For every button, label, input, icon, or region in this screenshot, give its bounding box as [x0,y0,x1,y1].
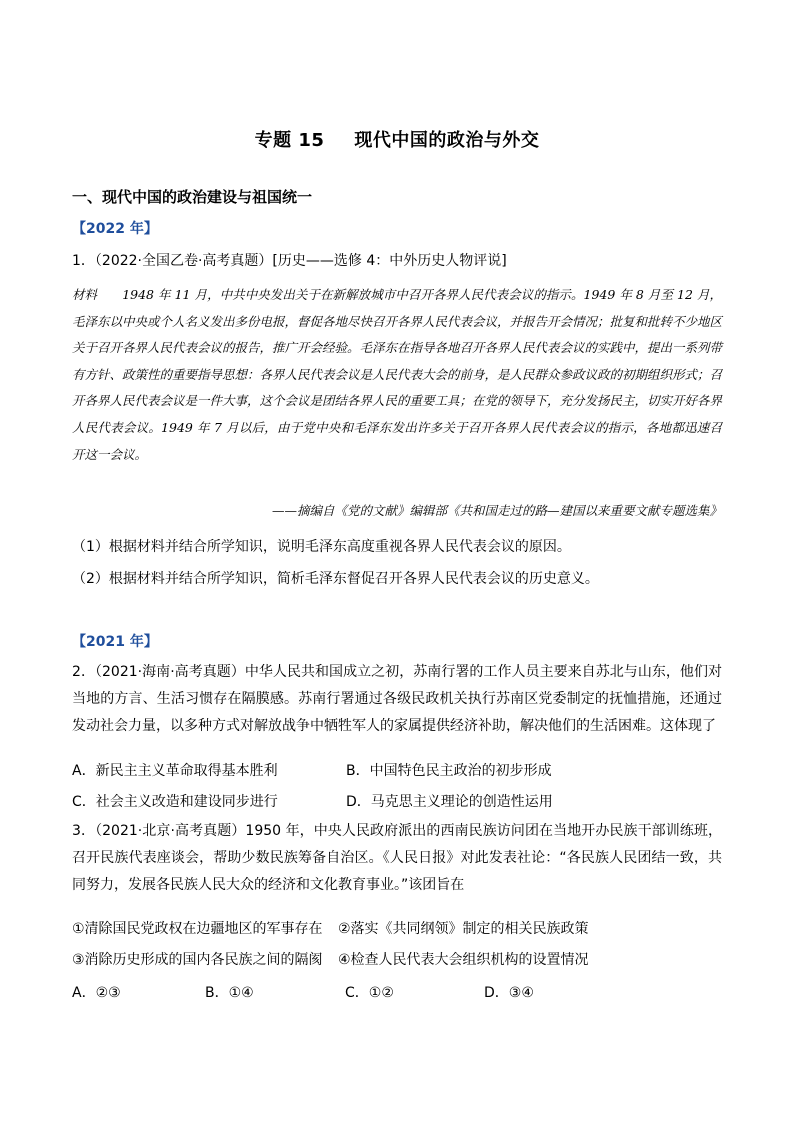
question-3-option-a: A．②③ [72,985,121,1001]
question-3-option-c: C．①② [345,985,394,1001]
year-tag-2021: 【2021 年】 [72,634,158,650]
question-2-stem: 2．（2021·海南·高考真题）中华人民共和国成立之初，苏南行署的工作人员主要来自苏北与山东，他们对当地的方言、生活习惯存在隔膜感。苏南行署通过各级民政机关执行苏南区党委制定的抚恤措施，还通过发动社会力量，以多种方式对解放战争中牺牲军人的家属提供经济补助，解决他们的生活困难。这体现了 [72,664,722,734]
title-prefix: 专题 15 [254,130,325,151]
question-2-option-b: B．中国特色民主政治的初步形成 [346,763,552,779]
question-3-item-4: ④检查人民代表大会组织机构的设置情况 [338,952,589,968]
question-3-option-b: B．①④ [205,985,254,1001]
year-tag-2022: 【2022 年】 [72,221,158,237]
question-3-item-1: ①清除国民党政权在边疆地区的军事存在 [72,921,323,937]
question-3-item-2: ②落实《共同纲领》制定的相关民族政策 [338,921,589,937]
question-2-option-a: A．新民主主义革命取得基本胜利 [72,763,278,779]
question-1-sub-2: （2）根据材料并结合所学知识，简析毛泽东督促召开各界人民代表会议的历史意义。 [72,571,599,587]
question-1-source: ——摘编自《党的文献》编辑部《共和国走过的路—建国以来重要文献专题选集》 [271,503,722,518]
question-2-option-c: C．社会主义改造和建设同步进行 [72,794,278,810]
question-1-header: 1．（2022·全国乙卷·高考真题）[历史——选修 4：中外历史人物评说] [72,253,507,269]
title-main: 现代中国的政治与外交 [354,130,540,151]
question-1-sub-1: （1）根据材料并结合所学知识，说明毛泽东高度重视各界人民代表会议的原因。 [72,539,571,555]
question-3-item-3: ③消除历史形成的国内各民族之间的隔阂 [72,952,323,968]
section-heading: 一、现代中国的政治建设与祖国统一 [72,188,313,206]
question-3-option-d: D．③④ [484,985,534,1001]
question-3-stem: 3．（2021·北京·高考真题）1950 年，中央人民政府派出的西南民族访问团在当地开办民族干部训练班，召开民族代表座谈会，帮助少数民族筹备自治区。《人民日报》对此发表社论：“各民族人民团结一致，共同努力，发展各民族人民大众的经济和文化教育事业。”该团旨在 [72,823,722,893]
question-1-material: 材料 1948 年 11 月，中共中央发出关于在新解放城市中召开各界人民代表会议的指示。1949 年 8 月至 12 月，毛泽东以中央或个人名义发出多份电报，督促各地尽快召开各界人民代表会议，并报告开会情况；批复和批转不少地区关于召开各界人民代表会议的报告，推广开会经验。毛泽东在指导各地召开各界人民代表会议的实践中，提出一系列带有方针、政策性的重要指导思想：各界人民代表会议是人民代表大会的前身，是人民群众参政议政的初期组织形式；召开各界人民代表会议是一件大事，这个会议是团结各界人民的重要工具；在党的领导下，充分发扬民主，切实开好各界人民代表会议。1949 年 7 月以后，由于党中央和毛泽东发出许多关于召开各界人民代表会议的指示，各地都迅速召开这一会议。 [72,287,723,462]
page-title [0,126,794,152]
question-2-option-d: D．马克思主义理论的创造性运用 [346,794,553,810]
